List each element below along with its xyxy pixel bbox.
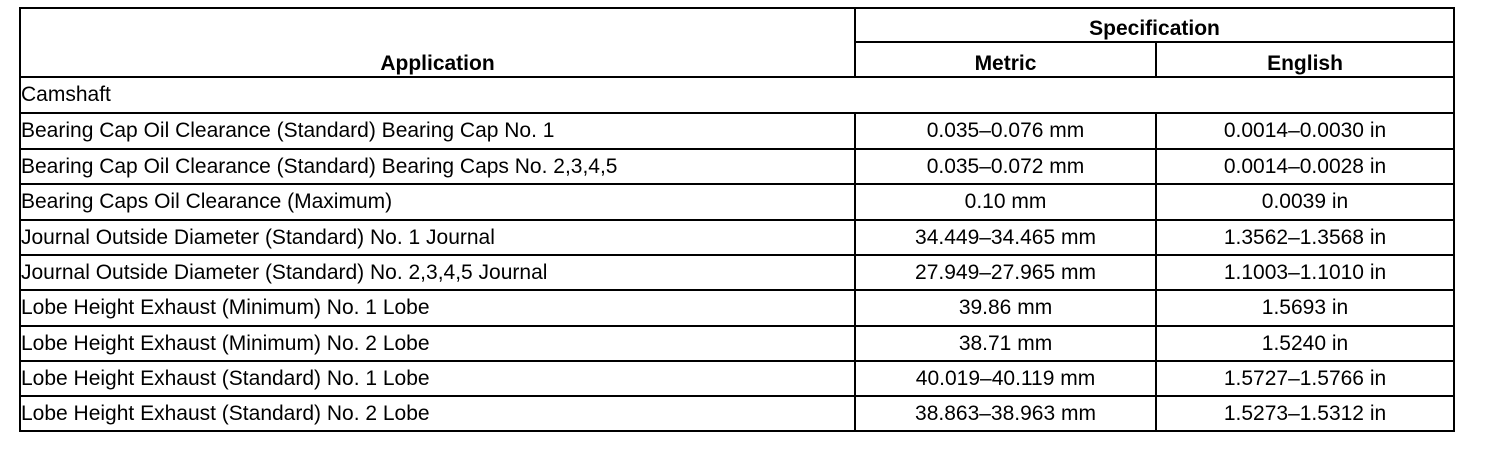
- table-row: [20, 361, 1454, 396]
- application-cell: Journal Outside Diameter (Standard) No. 2,3,4,5 Journal: [20, 255, 855, 290]
- english-cell: 1.5693 in: [1156, 290, 1454, 326]
- application-cell: Journal Outside Diameter (Standard) No. 1 Journal: [20, 220, 855, 255]
- table-row: [20, 255, 1454, 290]
- application-cell: Bearing Cap Oil Clearance (Standard) Bearing Cap No. 1: [20, 113, 855, 149]
- metric-cell: 39.86 mm: [855, 290, 1156, 326]
- application-cell: Bearing Caps Oil Clearance (Maximum): [20, 184, 855, 220]
- table-row: [20, 149, 1454, 184]
- metric-cell: 38.71 mm: [855, 326, 1156, 361]
- english-cell: 0.0039 in: [1156, 184, 1454, 220]
- english-cell: 1.5273–1.5312 in: [1156, 396, 1454, 431]
- section-label: Camshaft: [20, 77, 1454, 113]
- header-specification: Specification: [855, 8, 1454, 42]
- table-row: [20, 220, 1454, 255]
- table-row: [20, 290, 1454, 326]
- application-cell: Lobe Height Exhaust (Minimum) No. 1 Lobe: [20, 290, 855, 326]
- english-cell: 1.1003–1.1010 in: [1156, 255, 1454, 290]
- header-english: English: [1156, 42, 1454, 77]
- application-cell: Lobe Height Exhaust (Standard) No. 1 Lobe: [20, 361, 855, 396]
- table-row: [20, 396, 1454, 431]
- metric-cell: 0.10 mm: [855, 184, 1156, 220]
- table-row: [20, 113, 1454, 149]
- header-application: Application: [20, 8, 855, 77]
- header-metric: Metric: [855, 42, 1156, 77]
- application-cell: Lobe Height Exhaust (Minimum) No. 2 Lobe: [20, 326, 855, 361]
- english-cell: 1.5240 in: [1156, 326, 1454, 361]
- section-row: [20, 77, 1454, 113]
- table-row: [20, 184, 1454, 220]
- english-cell: 1.5727–1.5766 in: [1156, 361, 1454, 396]
- metric-cell: 40.019–40.119 mm: [855, 361, 1156, 396]
- table-row: [20, 326, 1454, 361]
- application-cell: Lobe Height Exhaust (Standard) No. 2 Lobe: [20, 396, 855, 431]
- application-cell: Bearing Cap Oil Clearance (Standard) Bearing Caps No. 2,3,4,5: [20, 149, 855, 184]
- english-cell: 1.3562–1.3568 in: [1156, 220, 1454, 255]
- english-cell: 0.0014–0.0028 in: [1156, 149, 1454, 184]
- english-cell: 0.0014–0.0030 in: [1156, 113, 1454, 149]
- spec-table: [19, 7, 1455, 432]
- metric-cell: 0.035–0.076 mm: [855, 113, 1156, 149]
- metric-cell: 0.035–0.072 mm: [855, 149, 1156, 184]
- metric-cell: 38.863–38.963 mm: [855, 396, 1156, 431]
- metric-cell: 27.949–27.965 mm: [855, 255, 1156, 290]
- metric-cell: 34.449–34.465 mm: [855, 220, 1156, 255]
